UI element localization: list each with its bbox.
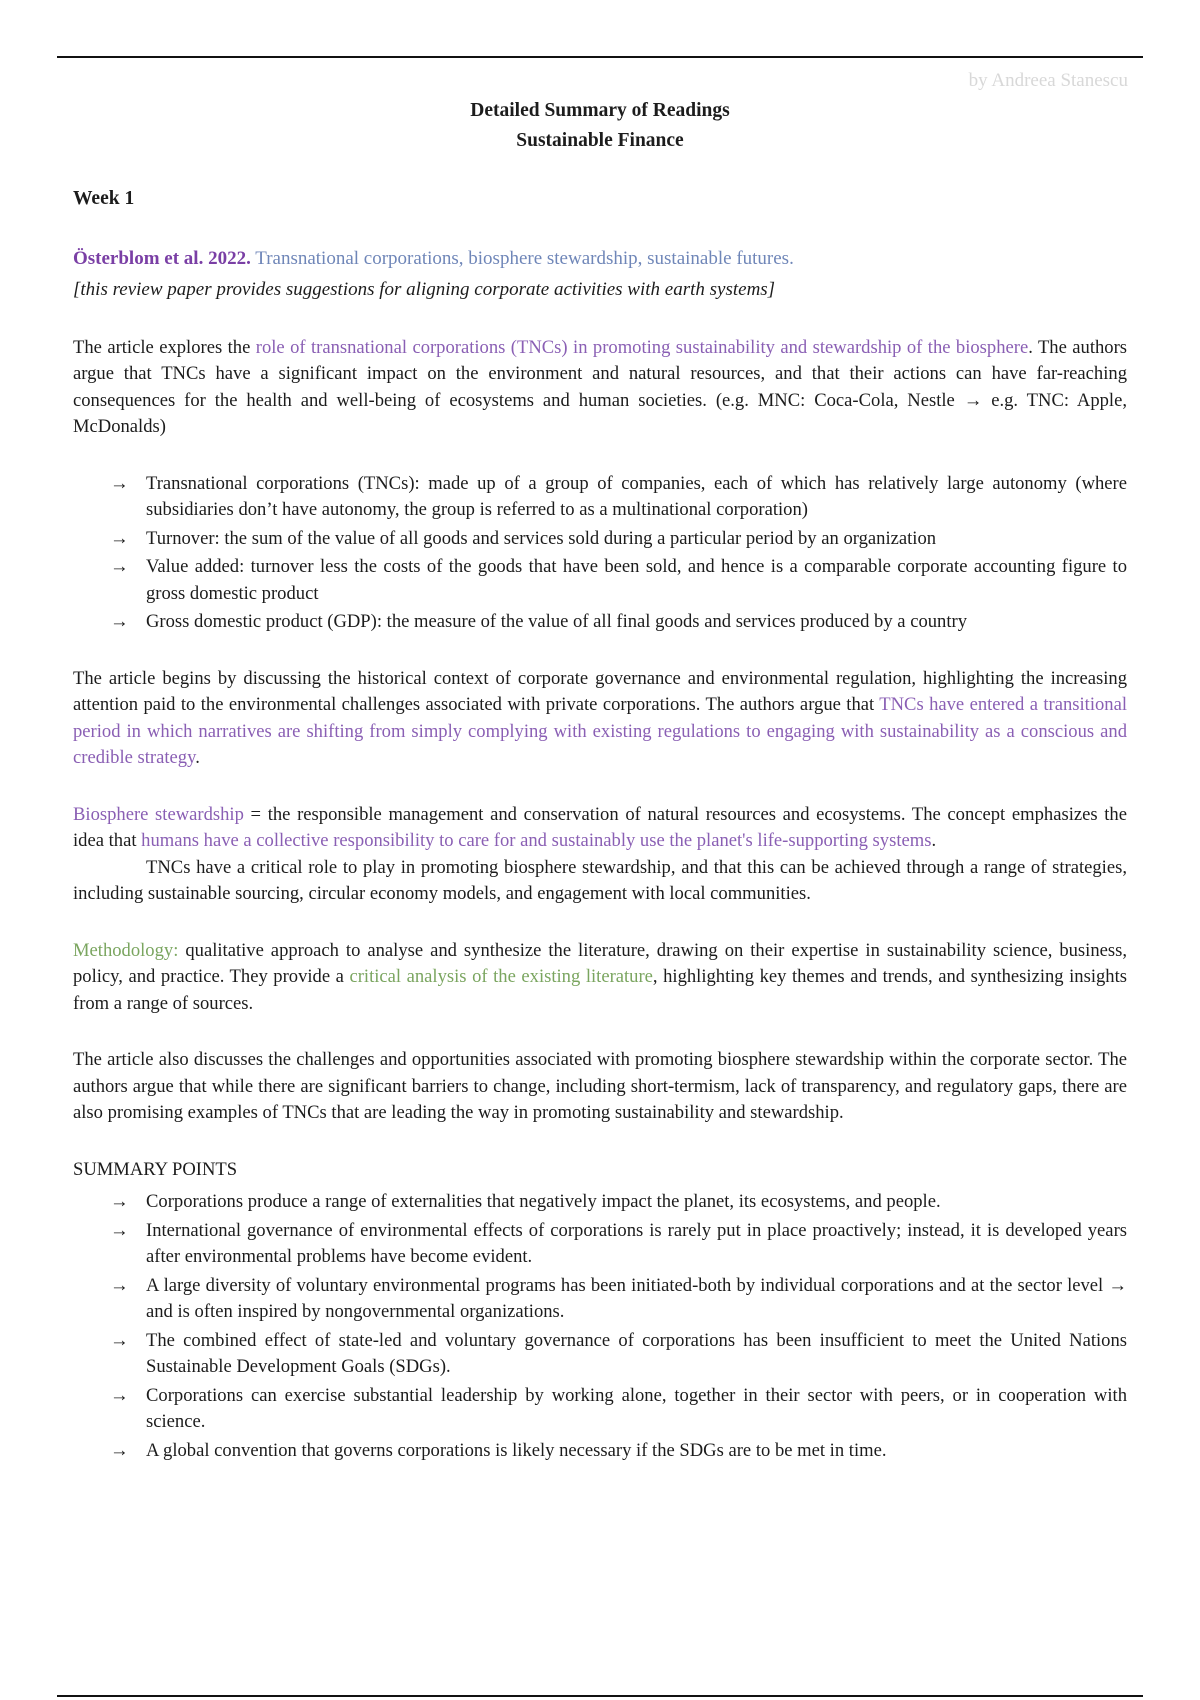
arrow-icon: → (110, 1274, 129, 1296)
intro-highlight: role of transnational corporations (TNCs) in promoting sustainability and stewardship of the biosphere (255, 336, 1029, 358)
arrow-icon: → (110, 556, 129, 577)
intro-paragraph: The article explores the role of transnational corporations (TNCs) in promoting sustainability and stewardship of the biosphere. The authors argue that TNCs have a significant impact on the environment and natural resources, and that their actions can have far-reaching consequences for the health and well-being of ecosystems and human societies. (e.g. MNC: Coca-Cola, Nestle → e.g. TNC: Apple, McDonalds) (73, 336, 1128, 437)
arrow-icon: → (110, 611, 129, 632)
author-watermark: by Andreea Stanescu (968, 70, 1128, 91)
list-item: → A global convention that governs corporations is likely necessary if the SDGs are to be met in time. (73, 1438, 1127, 1465)
arrow-icon: → (110, 1191, 129, 1212)
list-item: → Value added: turnover less the costs of the goods that have been sold, and hence is a comparable corporate accounting figure to gross domestic product (110, 556, 1127, 604)
list-item: → Turnover: the sum of the value of all goods and services sold during a particular period by an organization (73, 526, 1127, 553)
citation-authors: Österblom et al. 2022. (73, 247, 251, 269)
citation (73, 243, 1127, 275)
citation-note: [this review paper provides suggestions for aligning corporate activities with earth systems] (73, 278, 776, 300)
bottom-rule (57, 1695, 1143, 1697)
challenges-paragraph: The article also discusses the challenges and opportunities associated with promoting biosphere stewardship within the corporate sector. The authors argue that while there are significant barriers to change, including short-termism, lack of transparency, and regulatory gaps, there are also promising examples of TNCs that are leading the way in promoting sustainability and stewardship. (73, 1049, 1127, 1123)
arrow-icon: → (110, 1219, 129, 1241)
methodology-paragraph: Methodology: qualitative approach to analyse and synthesize the literature, drawing on their expertise in sustainability science, business, policy, and practice. They provide a critical analysis of the existing literature, highlighting key themes and trends, and synthesizing insights from a range of sources. (73, 939, 1127, 1014)
list-item: → A large diversity of voluntary environmental programs has been initiated-both by individual corporations and at the sector level → and is often inspired by nongovernmental organizations. (110, 1274, 1127, 1322)
stewardship-second-paragraph: TNCs have a critical role to play in promoting biosphere stewardship, and that this can be achieved through a range of strategies, including sustainable sourcing, circular economy models, and engagement with local communities. (73, 856, 1127, 904)
arrow-icon: → (110, 1329, 129, 1351)
arrow-icon: → (110, 527, 129, 549)
week-heading: Week 1 (73, 188, 135, 209)
top-rule (57, 56, 1143, 58)
methodology-highlight: critical analysis of the existing literature (349, 966, 653, 987)
list-item: → International governance of environmental effects of corporations is rarely put in place proactively; instead, it is developed years after environmental problems have become evident. (110, 1219, 1127, 1267)
arrow-icon: → (110, 472, 129, 494)
list-item: → Corporations produce a range of externalities that negatively impact the planet, its ecosystems, and people. (73, 1189, 1127, 1216)
arrow-icon: → (110, 1439, 129, 1461)
list-item: → Corporations can exercise substantial leadership by working alone, together in their sector with peers, or in cooperation with science. (110, 1384, 1127, 1432)
stewardship-highlight: humans have a collective responsibility to care for and sustainably use the planet's life-supporting systems (141, 830, 932, 851)
document-subtitle: Sustainable Finance (516, 130, 684, 151)
document-body (73, 96, 1127, 1466)
list-item: → The combined effect of state-led and voluntary governance of corporations has been insufficient to meet the United Nations Sustainable Development Goals (SDGs). (110, 1329, 1127, 1377)
summary-list (73, 1189, 1127, 1464)
summary-heading: SUMMARY POINTS (73, 1158, 238, 1180)
definitions-list (73, 471, 1127, 636)
methodology-label: Methodology: (73, 939, 179, 961)
arrow-icon: → (110, 1384, 129, 1406)
stewardship-term: Biosphere stewardship (73, 803, 244, 825)
context-paragraph: The article begins by discussing the historical context of corporate governance and environmental regulation, highlighting the increasing attention paid to the environmental challenges associated with private corporations. The authors argue that TNCs have entered a transitional period in which narratives are shifting from simply complying with existing regulations to engaging with sustainability as a conscious and credible strategy. (73, 667, 1128, 768)
stewardship-paragraph: Biosphere stewardship = the responsible management and conservation of natural resources and ecosystems. The concept emphasizes the idea that humans have a collective responsibility to care for and sustainably use the planet's life-supporting systems. (73, 803, 1127, 851)
list-item: → Transnational corporations (TNCs): made up of a group of companies, each of which has relatively large autonomy (where subsidiaries don’t have autonomy, the group is referred to as a multinational corporation) (110, 472, 1127, 520)
context-highlight: TNCs have entered a transitional period in which narratives are shifting from simply complying with existing regulations to engaging with sustainability as a conscious and credible strategy (73, 694, 1128, 768)
document-title: Detailed Summary of Readings (470, 100, 730, 121)
list-item: → Gross domestic product (GDP): the measure of the value of all final goods and services produced by a country (73, 609, 1127, 636)
citation-title: Transnational corporations, biosphere stewardship, sustainable futures. (255, 247, 794, 269)
